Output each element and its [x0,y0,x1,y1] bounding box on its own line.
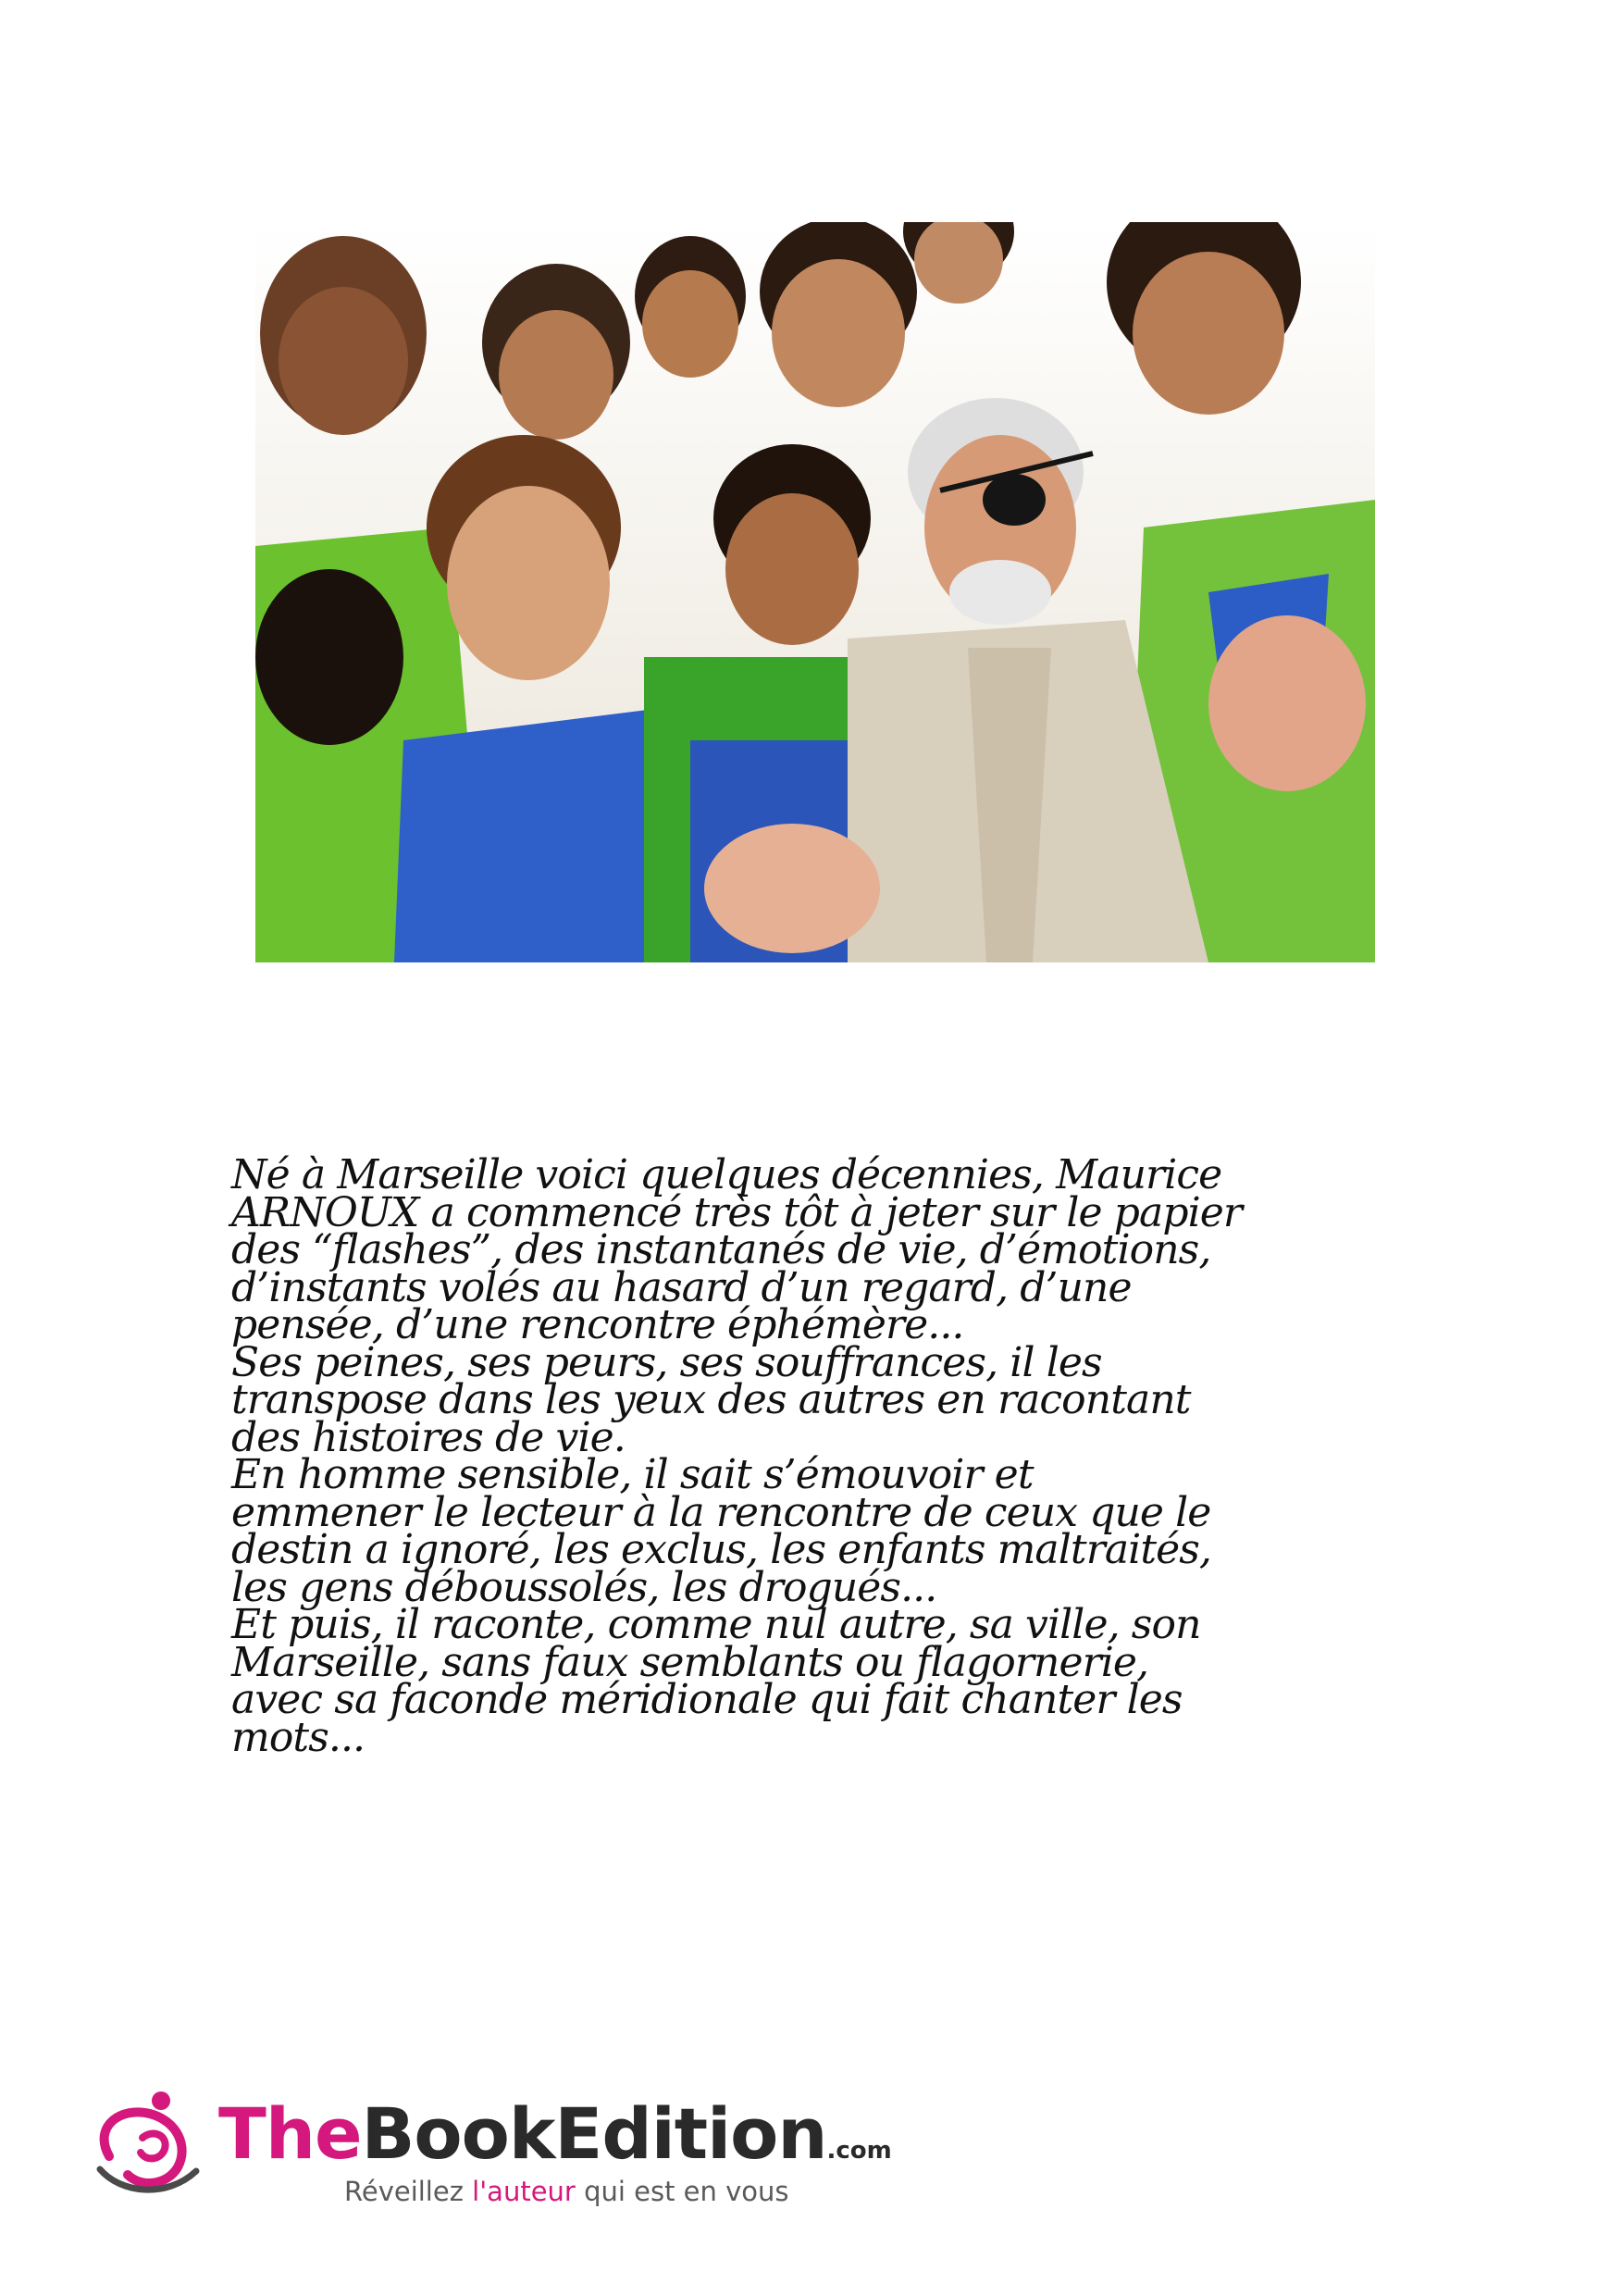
publisher-logo [93,2090,892,2219]
bio-line: emmener le lecteur à la rencontre de ceux que le [231,1488,1211,1536]
tagline-accent: l'auteur [472,2176,576,2207]
bio-line: Et puis, il raconte, comme nul autre, sa ville, son [231,1601,1201,1648]
thebookedition-logo-icon [93,2090,213,2201]
bio-line: mots... [231,1713,365,1761]
tagline-after: qui est en vous [575,2176,789,2207]
bio-line: Ses peines, ses peurs, ses souffrances, il les [231,1338,1102,1386]
bio-line: ARNOUX a commencé très tôt à jeter sur le papier [231,1188,1243,1236]
bio-line: avec sa faconde méridionale qui fait chanter les [231,1676,1183,1723]
bio-line: d’instants volés au hasard d’un regard, d’une [231,1263,1132,1311]
brand-bookedition: BookEdition [361,2092,827,2175]
bio-line: En homme sensible, il sait s’émouvoir et [231,1451,1034,1498]
brand-name [218,2092,892,2188]
bio-line: destin a ignoré, les exclus, les enfants maltraités, [231,1526,1212,1573]
brand-tld: .com [826,2137,892,2165]
brand-tagline [344,2177,789,2206]
bio-line: des “flashes”, des instantanés de vie, d’émotions, [231,1226,1211,1273]
bio-line: des histoires de vie. [231,1413,626,1461]
bio-line: transpose dans les yeux des autres en racontant [231,1376,1191,1423]
tagline-before: Réveillez [344,2176,473,2207]
bio-line: pensée, d’une rencontre éphémère... [231,1301,964,1348]
bio-line: Marseille, sans faux semblants ou flagornerie, [231,1638,1149,1686]
bio-line: Né à Marseille voici quelques décennies, Maurice [231,1151,1222,1198]
brand-the: The [218,2092,362,2175]
bio-line: les gens déboussolés, les drogués... [231,1563,937,1611]
author-bio [231,1151,1434,1761]
cover-photo [255,222,1375,962]
group-photo-illustration [255,222,1375,962]
